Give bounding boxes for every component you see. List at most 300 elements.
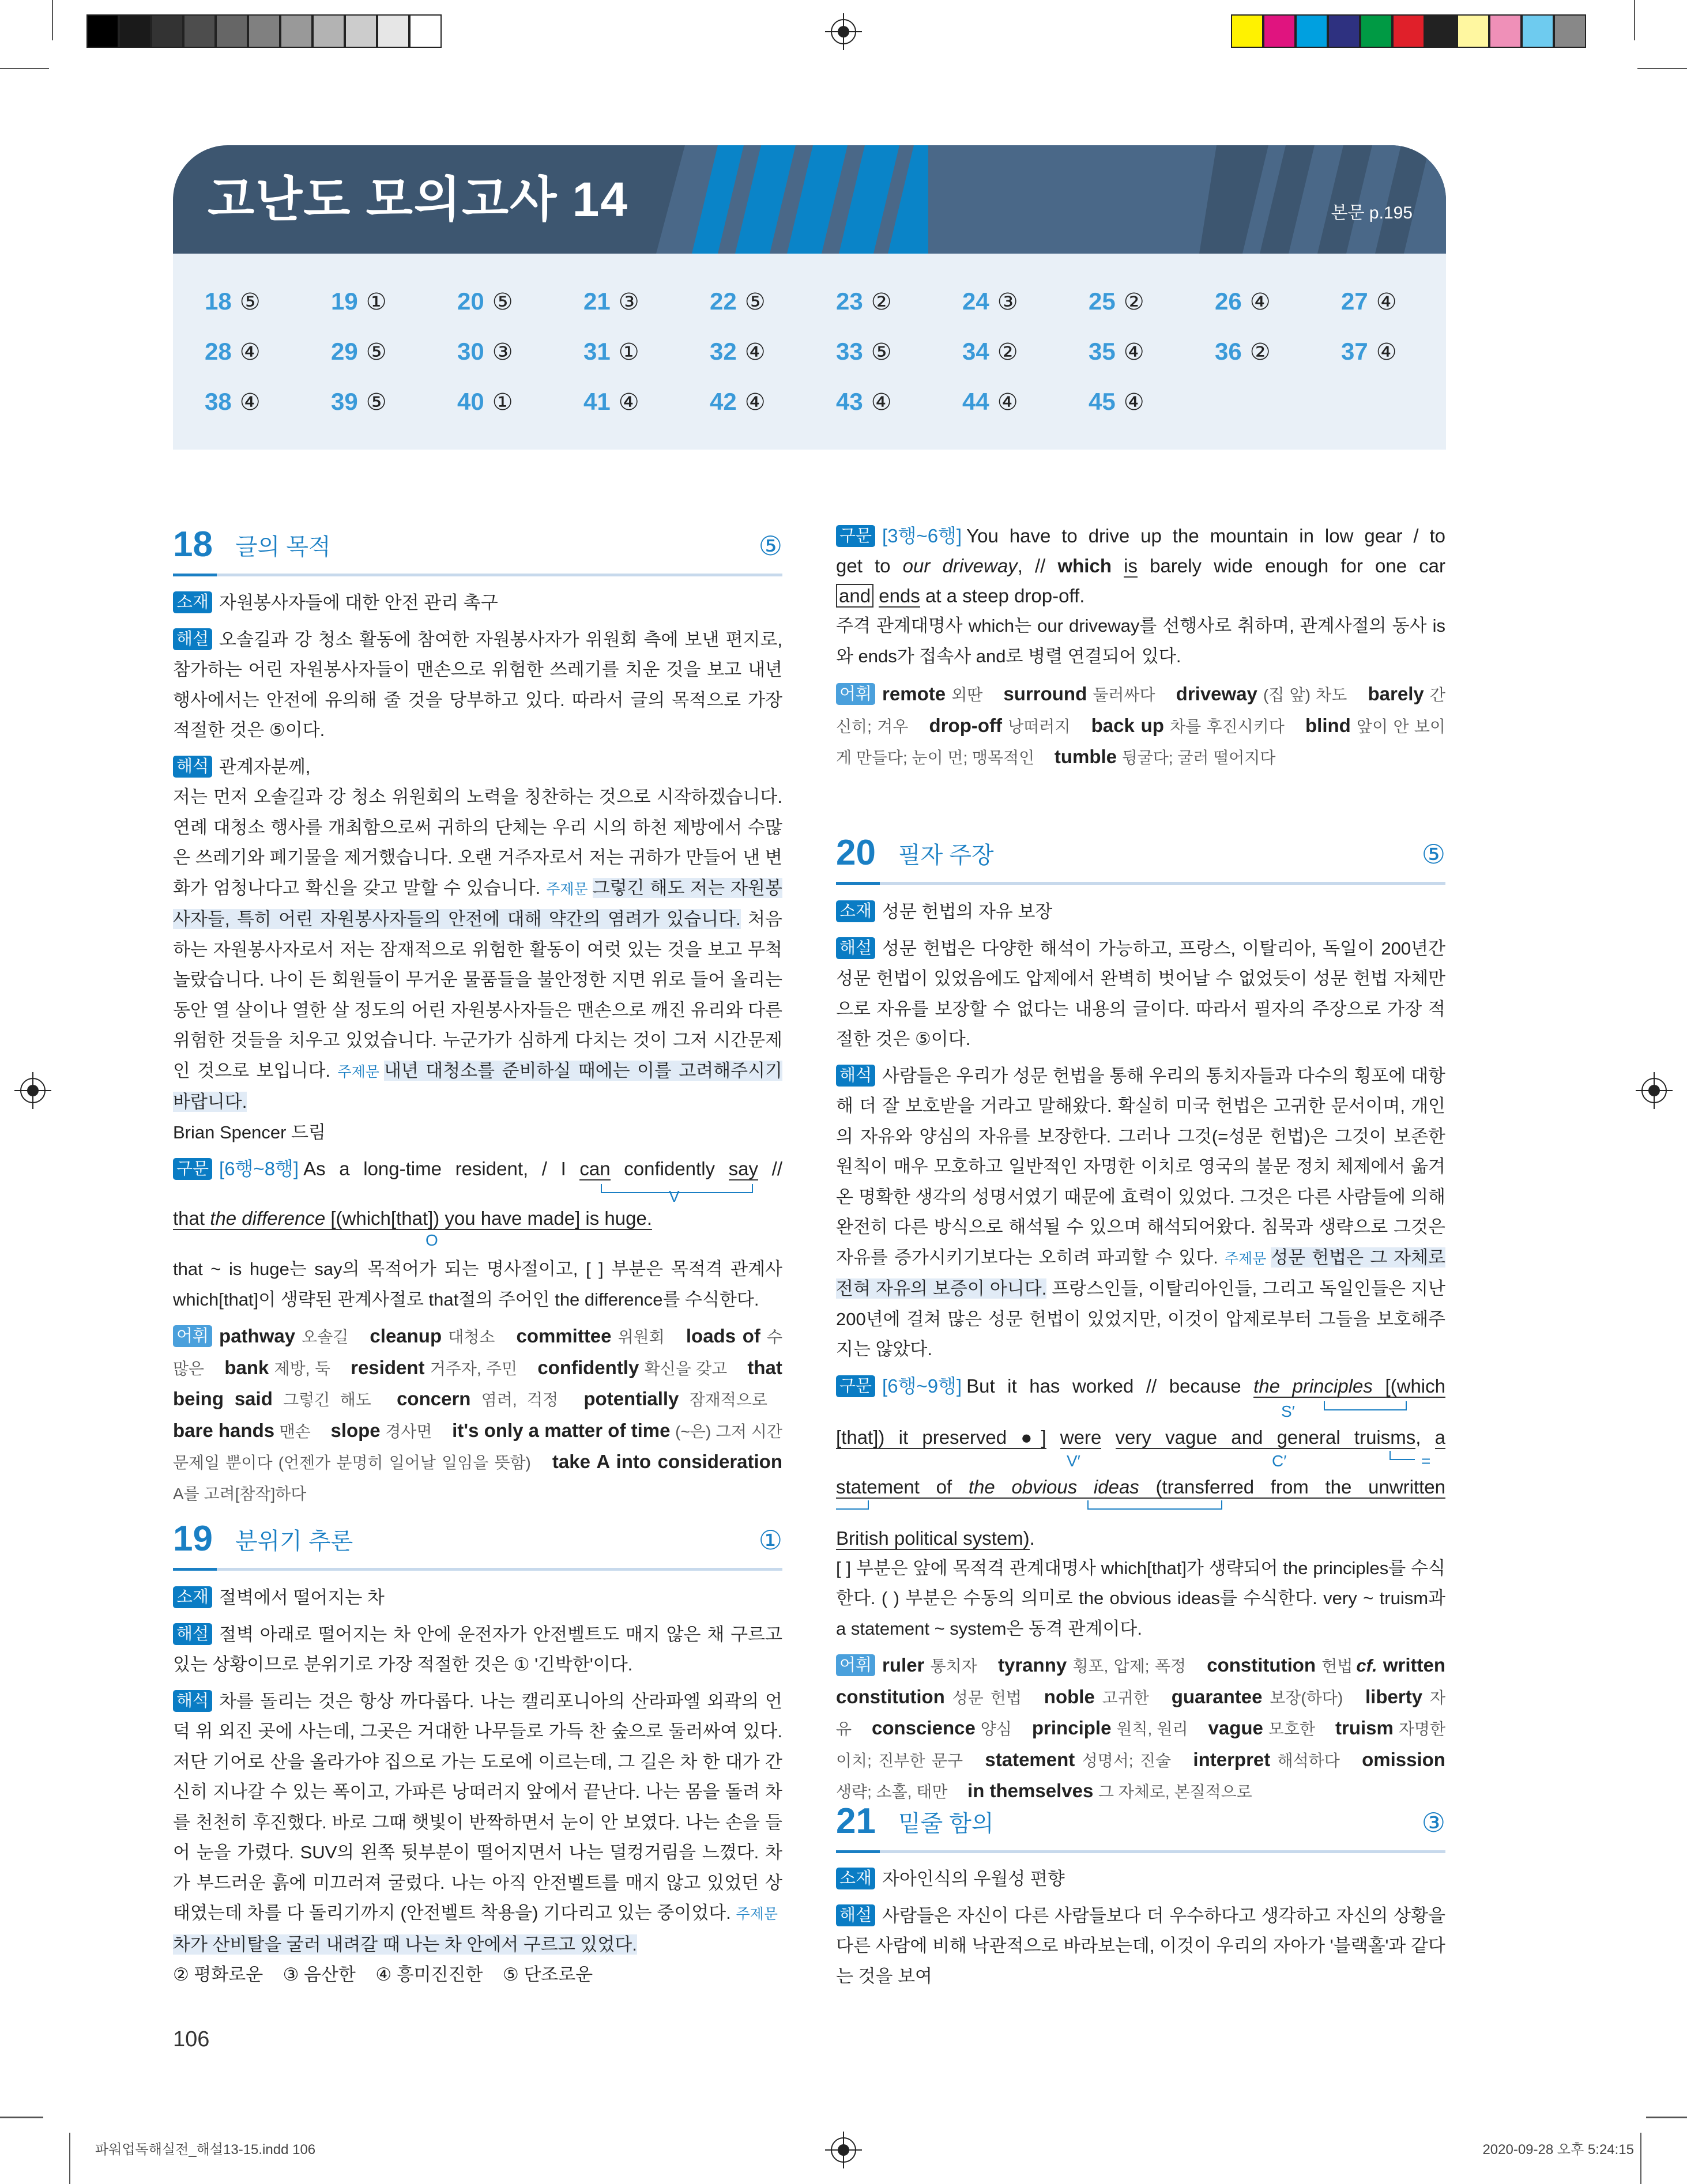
topic-sentence: 그렇긴 해도 저는 자원봉사자들, 특히 어린 자원봉사자들의 안전에 대해 약간의 염려가 있습니다. xyxy=(173,877,782,929)
text: 자유 xyxy=(836,1688,1445,1738)
text: truism xyxy=(1335,1717,1394,1738)
question-number: 22 xyxy=(710,288,737,315)
answer-item xyxy=(710,287,766,316)
text: 그 자체로, 본질적으로 xyxy=(1098,1783,1252,1801)
text: and xyxy=(836,584,873,608)
vocab-item xyxy=(330,1421,447,1441)
correct-answer: ⑤ xyxy=(1421,839,1445,869)
answer-item xyxy=(836,287,892,316)
text: 차를 돌리는 것은 항상 까다롭다. 나는 캘리포니아의 산라파엘 외곽의 언덕 위 외진 곳에 사는데, 그곳은 거대한 나무들로 가득 찬 숲으로 둘러싸여 있다. 저단 기어로 산을 올라가야 집으로 가는 도로에 이르는데, 그 길은 차 한 대가 간신히 지나갈 수 있는 폭이고, 가파른 낭떠러지 앞에서 끝난다. 나는 몸을 돌려 차를 천천히 후진했다. 바로 그때 햇빛이 반짝하면서 눈이 안 보였다. 나는 손을 들어 눈을 가렸다. SUV의 왼쪽 뒷부분이 떨어지면서 나는 덜컹거림을 느꼈다. 차가 부드러운 흙에 미끄러져 굴렀다. 나는 아직 안전벨트를 매지 않고 있었던 상태였는데 차를 다 돌리기까지 (안전벨트 착용을) 기다리고 있는 중이었다. xyxy=(173,1691,782,1923)
answer-item xyxy=(962,337,1018,367)
text: resident xyxy=(351,1356,425,1378)
text: in themselves xyxy=(967,1780,1094,1801)
q19-options xyxy=(173,1960,782,1990)
haeseol-tag: 해설 xyxy=(173,1623,212,1645)
text: 어휘 xyxy=(836,683,875,705)
answer-item xyxy=(1341,337,1397,367)
question-number: 35 xyxy=(1089,338,1116,365)
text: 경사면 xyxy=(385,1422,432,1440)
q18-grammar-note: that ~ is huge는 say의 목적어가 되는 명사절이고, [ ] 부분은 목적격 관계사 which[that]이 생략된 관계사절로 that절의 주어인 the difference를 수식한다. xyxy=(173,1259,782,1310)
topic-sentence-label: 주제문 xyxy=(546,881,588,897)
footer-filename: 파워업독해실전_해설13-15.indd 106 xyxy=(95,2142,316,2157)
text: [(which xyxy=(1372,1375,1445,1397)
registration-mark-icon xyxy=(1641,1078,1667,1103)
text: the difference xyxy=(210,1208,326,1229)
question-number: 19 xyxy=(331,288,358,315)
answer-choice: ① xyxy=(366,289,387,315)
text: 양심 xyxy=(980,1720,1012,1738)
answer-choice: ⑤ xyxy=(744,289,766,315)
haeseol-tag: 해설 xyxy=(173,628,212,650)
question-number: 26 xyxy=(1215,288,1242,315)
text: bank xyxy=(224,1356,269,1378)
question-number: 38 xyxy=(205,388,232,415)
question-number: 39 xyxy=(331,388,358,415)
text: As a long-time resident, / I xyxy=(303,1158,580,1179)
vocab-item xyxy=(173,1421,326,1441)
answer-item xyxy=(836,387,892,417)
sojae-tag: 소재 xyxy=(836,900,875,922)
question-number: 43 xyxy=(836,388,863,415)
text: // xyxy=(758,1158,782,1179)
answer-item xyxy=(710,337,766,367)
q21-body xyxy=(836,1864,1445,1991)
text: tyranny xyxy=(998,1654,1067,1676)
page-reference: 본문 p.195 xyxy=(1331,203,1413,222)
text: statement xyxy=(985,1748,1075,1770)
registration-mark-icon xyxy=(831,19,856,44)
q20-grammar xyxy=(836,1371,1445,1553)
answer-item xyxy=(962,287,1018,316)
text: which xyxy=(1057,555,1112,576)
text: 보장(하다) xyxy=(1270,1688,1343,1707)
text: 그렇긴 해도 xyxy=(283,1391,371,1409)
text: 관계자분께, xyxy=(219,756,311,777)
answer-choice: ④ xyxy=(1123,340,1144,365)
question-number: 32 xyxy=(710,338,737,365)
answer-choice: ⑤ xyxy=(366,340,387,365)
question-number: 21 xyxy=(836,1801,876,1841)
vocab-item xyxy=(1032,1718,1203,1738)
text: 구문 xyxy=(836,1375,875,1397)
text: is xyxy=(1124,555,1138,576)
text: committee xyxy=(516,1325,612,1346)
q20-vocabulary xyxy=(836,1650,1445,1808)
text: 앞이 안 보이게 만들다; 눈이 먼; 맹목적인 xyxy=(836,717,1445,767)
answer-item xyxy=(1089,337,1144,367)
text: V′ xyxy=(1067,1451,1080,1470)
answer-choice: ③ xyxy=(492,340,513,365)
text: 간신히; 겨우 xyxy=(836,686,1445,735)
section-divider xyxy=(836,1850,1445,1853)
vocab-item xyxy=(1176,684,1362,704)
text: omission xyxy=(1362,1748,1445,1770)
text: 어휘 xyxy=(836,1654,875,1676)
haeseok-tag: 해석 xyxy=(836,1065,875,1087)
text: it's only a matter of time xyxy=(452,1419,671,1441)
topic-sentence: 차가 산비탈을 굴러 내려갈 때 나는 차 안에서 구르고 있었다. xyxy=(173,1934,637,1955)
text: 생략; 소홀, 태만 xyxy=(836,1783,948,1801)
text: ends xyxy=(879,585,920,606)
vocab-item xyxy=(1003,684,1170,704)
text: 성명서; 진술 xyxy=(1082,1751,1172,1770)
text: the principles xyxy=(1253,1375,1373,1397)
vocab-item xyxy=(882,1655,992,1676)
question-20-header xyxy=(836,830,1445,885)
text: 자아인식의 우월성 편향 xyxy=(882,1869,1065,1889)
q18-translation xyxy=(173,752,782,1148)
text: slope xyxy=(330,1419,381,1441)
text: interpret xyxy=(1193,1748,1271,1770)
text: (~은) 그저 시간문제일 뿐이다 (언젠가 분명히 일어날 일임을 뜻함) xyxy=(173,1422,782,1472)
text: back up xyxy=(1091,714,1164,736)
text: 고귀한 xyxy=(1102,1688,1149,1707)
text: guarantee xyxy=(1171,1685,1263,1707)
question-21-header xyxy=(836,1798,1445,1853)
q18-explanation xyxy=(173,625,782,746)
text: 절벽에서 떨어지는 차 xyxy=(219,1587,385,1608)
vocab-item xyxy=(370,1326,510,1346)
page-number: 106 xyxy=(173,2027,210,2051)
text: potentially xyxy=(583,1388,679,1409)
text: 거주자, 주민 xyxy=(430,1359,518,1378)
text: a xyxy=(1434,1426,1446,1448)
text: driveway xyxy=(1176,683,1257,704)
text: cf. xyxy=(1356,1655,1377,1676)
answer-key-grid xyxy=(173,254,1446,450)
text: British political system) xyxy=(836,1527,1030,1549)
answer-choice: ② xyxy=(1249,340,1271,365)
question-number: 42 xyxy=(710,388,737,415)
text: 사람들은 우리가 성문 헌법을 통해 우리의 통치자들과 다수의 횡포에 대항해 더 잘 보호받을 거라고 말해왔다. 확실히 미국 헌법은 고귀한 문서이며, 개인의 자유와 양심의 자유를 보장한다. 그러나 그것(=성문 헌법)은 그것이 보존한 원칙이 매우 모호하고 일반적인 자명한 이치로 영국의 불문 정치 체제에서 옮겨온 명확한 생각의 성명서였기 때문에 효력이 있었다. 그것은 다른 사람들에 의해 완전히 다른 방식으로 해석될 수 있으며 해석되어왔다. 침묵과 생략으로 그것은 자유를 증가시키기보다는 오히려 파괴할 수 있다. xyxy=(836,1065,1445,1268)
question-type: 밑줄 함의 xyxy=(898,1811,994,1836)
vocab-item xyxy=(998,1655,1201,1676)
answer-choice: ⑤ xyxy=(366,390,387,415)
text: 사람들은 자신이 다른 사람들보다 더 우수하다고 생각하고 자신의 상황을 다른 사람에 비해 낙관적으로 바라보는데, 이것이 우리의 자아가 '블랙홀'과 같다는 것을 보여 xyxy=(836,1905,1445,1986)
answer-choice: ④ xyxy=(618,390,639,415)
vocab-item xyxy=(1193,1750,1354,1770)
registration-mark-icon xyxy=(831,2137,856,2163)
vocab-item xyxy=(1044,1687,1164,1707)
question-number: 29 xyxy=(331,338,358,365)
text: at a steep drop-off. xyxy=(920,585,1085,606)
answer-item xyxy=(205,337,261,367)
answer-item xyxy=(583,337,639,367)
text: 둘러싸다 xyxy=(1093,686,1155,704)
question-18-header xyxy=(173,522,782,576)
haeseol-tag: 해설 xyxy=(836,1904,875,1926)
question-number: 30 xyxy=(457,338,484,365)
text: [(which[that]) you have made] is huge. xyxy=(325,1208,652,1229)
test-title-banner xyxy=(173,145,1446,254)
text: (transferred from the unwritten xyxy=(1139,1476,1445,1498)
text: 성문 헌법 xyxy=(952,1688,1022,1707)
text: 낭떠러지 xyxy=(1008,717,1071,735)
answer-item xyxy=(331,287,387,316)
answer-item xyxy=(836,337,892,367)
question-number: 28 xyxy=(205,338,232,365)
text: 잠재적으로 xyxy=(689,1391,767,1409)
text: , // xyxy=(1017,555,1058,576)
vocab-item xyxy=(537,1358,742,1378)
signature: Brian Spencer 드림 xyxy=(173,1122,326,1142)
question-number: 33 xyxy=(836,338,863,365)
text: V xyxy=(669,1187,680,1205)
text: vague xyxy=(1208,1717,1263,1738)
answer-item xyxy=(583,387,639,417)
q19-vocabulary xyxy=(836,679,1445,774)
text: 횡포, 압제; 폭정 xyxy=(1072,1657,1187,1675)
registration-mark-icon xyxy=(20,1078,46,1103)
text: get to xyxy=(836,555,903,576)
answer-item xyxy=(710,387,766,417)
haeseol-tag: 해설 xyxy=(836,937,875,959)
question-number: 25 xyxy=(1089,288,1116,315)
text: 처음 하는 자원봉사자로서 저는 잠재적으로 위험한 활동이 여럿 있는 것을 보고 무척 놀랐습니다. 나이 든 회원들이 무거운 물품들을 불안정한 지면 위로 들어 올리는 동안 열 살이나 열한 살 정도의 어린 자원봉사자들은 맨손으로 깨진 유리와 다른 위험한 것들을 치우고 있었습니다. 누군가가 심하게 다치는 것이 그저 시간문제인 것으로 보입니다. xyxy=(173,909,782,1081)
answer-choice: ④ xyxy=(1249,289,1271,315)
answer-choice: ④ xyxy=(239,340,261,365)
question-number: 36 xyxy=(1215,338,1242,365)
answer-item xyxy=(457,287,513,316)
text: conscience xyxy=(872,1717,976,1738)
text: 통치자 xyxy=(930,1657,977,1675)
vocab-item xyxy=(351,1358,532,1378)
vocab-item xyxy=(872,1718,1027,1738)
answer-choice: ④ xyxy=(744,340,766,365)
text: tumble xyxy=(1054,746,1117,767)
vocab-item xyxy=(1055,747,1291,767)
section-divider xyxy=(836,882,1445,885)
text: that being said xyxy=(173,1356,782,1409)
question-type: 분위기 추론 xyxy=(235,1529,353,1554)
text: our driveway xyxy=(902,555,1018,576)
text: S′ xyxy=(1281,1402,1295,1420)
correct-answer: ⑤ xyxy=(758,531,782,561)
sojae-tag: 소재 xyxy=(173,591,212,613)
text: bare hands xyxy=(173,1419,275,1441)
text: barely xyxy=(1368,683,1424,704)
answer-choice: ① xyxy=(618,340,639,365)
text: 확신을 갖고 xyxy=(644,1359,728,1378)
text: written constitution xyxy=(836,1654,1445,1707)
text: 성문 헌법의 자유 보장 xyxy=(882,901,1053,922)
answer-item xyxy=(205,287,261,316)
text: statement of xyxy=(836,1476,969,1498)
question-number: 23 xyxy=(836,288,863,315)
q18-body xyxy=(173,588,782,1509)
text: can xyxy=(579,1158,611,1179)
text: (집 앞) 차도 xyxy=(1263,686,1347,704)
text: [that]) it preserved ●] xyxy=(836,1426,1046,1448)
haeseok-tag: 해석 xyxy=(173,1690,212,1712)
text: the obvious ideas xyxy=(968,1476,1139,1498)
text: 위원회 xyxy=(617,1328,665,1346)
question-number: 24 xyxy=(962,288,989,315)
text: 외딴 xyxy=(951,686,983,704)
correct-answer: ③ xyxy=(1421,1808,1445,1838)
question-19-header xyxy=(173,1516,782,1571)
text: surround xyxy=(1003,683,1087,704)
vocab-item xyxy=(516,1326,679,1346)
answer-choice: ⑤ xyxy=(239,289,261,315)
text: 구문 xyxy=(173,1158,212,1180)
answer-choice: ④ xyxy=(1376,340,1397,365)
question-number: 20 xyxy=(457,288,484,315)
text: [6행~9행] xyxy=(882,1375,962,1397)
text: concern xyxy=(397,1388,471,1409)
question-number: 40 xyxy=(457,388,484,415)
text: 원칙, 원리 xyxy=(1116,1720,1188,1738)
answer-choice: ⑤ xyxy=(492,289,513,315)
text: 모호한 xyxy=(1268,1720,1316,1738)
answer-item xyxy=(457,387,513,417)
text: ruler xyxy=(882,1654,925,1676)
answer-item xyxy=(1089,287,1144,316)
text: O xyxy=(425,1231,438,1249)
answer-choice: ① xyxy=(492,390,513,415)
text: that xyxy=(173,1208,210,1229)
text: constitution xyxy=(1207,1654,1316,1676)
text: 성문 헌법은 다양한 해석이 가능하고, 프랑스, 이탈리아, 독일이 200년간 성문 헌법이 있었음에도 압제에서 완벽히 벗어날 수 없었듯이 성문 헌법 자체만으로 자유를 보장할 수 없다는 내용의 글이다. 따라서 필자의 주장으로 가장 적절한 것은 ⑤이다. xyxy=(836,938,1445,1049)
footer-timestamp: 2020-09-28 오후 5:24:15 xyxy=(1482,2142,1634,2157)
answer-choice: ④ xyxy=(1376,289,1397,315)
question-number: 37 xyxy=(1341,338,1368,365)
question-number: 21 xyxy=(583,288,611,315)
question-number: 45 xyxy=(1089,388,1116,415)
sojae-tag: 소재 xyxy=(836,1868,875,1889)
answer-choice: ④ xyxy=(1123,390,1144,415)
q18-topic xyxy=(173,588,782,618)
text: C′ xyxy=(1272,1451,1287,1470)
answer-choice: ② xyxy=(1123,289,1144,315)
vocab-item xyxy=(397,1389,573,1409)
question-number: 19 xyxy=(173,1519,213,1559)
q20-grammar-note: [ ] 부분은 앞에 목적격 관계대명사 which[that]가 생략되어 the principles를 수식한다. ( ) 부분은 수동의 의미로 the obvious ideas를 수식한다. very ~ truism과 a statement ~ system은 동격 관계이다. xyxy=(836,1557,1445,1639)
text: A를 고려[참작]하다 xyxy=(173,1484,307,1503)
answer-choice: ② xyxy=(997,340,1018,365)
text: loads of xyxy=(686,1325,760,1346)
text: 헌법 xyxy=(1321,1657,1353,1675)
text: pathway xyxy=(219,1325,296,1346)
text: 어휘 xyxy=(173,1325,212,1347)
text: very vague and general truisms xyxy=(1115,1426,1416,1448)
text: 저는 먼저 오솔길과 강 청소 위원회의 노력을 칭찬하는 것으로 시작하겠습니다. 연례 대청소 행사를 개최함으로써 귀하의 단체는 우리 시의 하천 제방에서 수많은 쓰레기와 폐기물을 제거했습니다. 오랜 거주자로서 저는 귀하가 만들어 낸 변화가 엄청나다고 확신을 갖고 말할 수 있습니다. xyxy=(173,787,782,898)
answer-item xyxy=(1341,287,1397,316)
text: 자명한 이치; 진부한 문구 xyxy=(836,1720,1445,1770)
answer-choice: ④ xyxy=(239,390,261,415)
text: blind xyxy=(1305,714,1351,736)
q20-body xyxy=(836,897,1445,1808)
text: confidently xyxy=(537,1356,639,1378)
text: . xyxy=(1029,1527,1035,1549)
topic-sentence: 성문 헌법은 그 자체로 전혀 자유의 보증이 아니다. xyxy=(836,1247,1445,1299)
text: 대청소 xyxy=(448,1328,495,1346)
section-divider xyxy=(173,1568,782,1571)
answer-choice: ④ xyxy=(997,390,1018,415)
text: take A into consideration xyxy=(552,1451,782,1472)
q19-grammar-note: 주격 관계대명사 which는 our driveway를 선행사로 취하며, 관계사절의 동사 is와 ends가 접속사 and로 병렬 연결되어 있다. xyxy=(836,616,1445,666)
text: , xyxy=(1415,1426,1435,1448)
vocab-item xyxy=(224,1358,345,1378)
text: 구문 xyxy=(836,525,875,547)
vocab-item xyxy=(929,716,1086,736)
vocab-item xyxy=(985,1750,1186,1770)
text: drop-off xyxy=(929,714,1002,736)
text: 염려, 걱정 xyxy=(481,1391,559,1409)
text: 프랑스인들, 이탈리아인들, 그리고 독일인들은 지난 200년에 걸쳐 많은 성문 헌법이 있었지만, 이것이 압제로부터 그들을 보호해주지는 않았다. xyxy=(836,1278,1445,1359)
answer-item xyxy=(583,287,639,316)
answer-item xyxy=(1215,287,1271,316)
question-number: 31 xyxy=(583,338,611,365)
text: 제방, 둑 xyxy=(274,1359,330,1378)
vocab-item xyxy=(1172,1687,1358,1707)
text: say xyxy=(728,1158,759,1179)
answer-choice: ② xyxy=(871,289,892,315)
text: 맨손 xyxy=(279,1422,311,1440)
answer-item xyxy=(457,337,513,367)
question-number: 20 xyxy=(836,833,876,873)
vocab-item xyxy=(882,684,997,704)
answer-choice: ④ xyxy=(744,390,766,415)
question-number: 41 xyxy=(583,388,611,415)
q18-grammar xyxy=(173,1154,782,1253)
question-number: 34 xyxy=(962,338,989,365)
answer-item xyxy=(331,337,387,367)
q19-body xyxy=(173,1583,782,1990)
text: ④ 흥미진진한 xyxy=(375,1964,483,1985)
vocab-item xyxy=(1091,716,1300,736)
text: 해석하다 xyxy=(1277,1751,1340,1770)
text: 뒹굴다; 굴러 떨어지다 xyxy=(1121,749,1276,767)
text: You have to drive up the mountain in low gear / to xyxy=(966,525,1445,546)
text xyxy=(1112,555,1124,576)
vocab-item xyxy=(219,1326,363,1346)
text: noble xyxy=(1044,1685,1095,1707)
answer-choice: ④ xyxy=(871,390,892,415)
text: 차를 후진시키다 xyxy=(1170,717,1285,735)
question-type: 글의 목적 xyxy=(235,534,331,560)
text: 수많은 xyxy=(173,1328,783,1378)
question-number: 44 xyxy=(962,388,989,415)
sojae-tag: 소재 xyxy=(173,1586,212,1608)
text: 오솔길 xyxy=(302,1328,349,1346)
text: [6행~8행] xyxy=(219,1158,299,1179)
topic-sentence-label: 주제문 xyxy=(736,1906,778,1922)
text: 절벽 아래로 떨어지는 차 안에 운전자가 안전벨트도 매지 않은 채 구르고 있는 상황이므로 분위기로 가장 적절한 것은 ① '긴박한'이다. xyxy=(173,1624,782,1674)
text: But it has worked // because xyxy=(966,1375,1254,1397)
vocab-item xyxy=(1208,1718,1331,1738)
topic-sentence-label: 주제문 xyxy=(1224,1250,1267,1267)
answer-item xyxy=(1089,387,1144,417)
correct-answer: ① xyxy=(758,1525,782,1555)
haeseok-tag: 해석 xyxy=(173,756,212,778)
question-number: 27 xyxy=(1341,288,1368,315)
answer-choice: ③ xyxy=(618,289,639,315)
text: 오솔길과 강 청소 활동에 참여한 자원봉사자가 위원회 측에 보낸 편지로, 참가하는 어린 자원봉사자들이 맨손으로 위험한 쓰레기를 치운 것을 보고 내년 행사에서는 안전에 유의해 줄 것을 당부하고 있다. 따라서 글의 목적으로 가장 적절한 것은 ⑤이다. xyxy=(173,629,782,740)
answer-item xyxy=(331,387,387,417)
test-title: 고난도 모의고사 14 xyxy=(208,172,629,227)
text: ③ 음산한 xyxy=(283,1964,356,1985)
text: cleanup xyxy=(370,1325,442,1346)
text: ⑤ 단조로운 xyxy=(502,1964,593,1985)
text: were xyxy=(1060,1426,1102,1448)
vocab-item xyxy=(583,1389,782,1409)
text: principle xyxy=(1031,1717,1112,1738)
answer-item xyxy=(962,387,1018,417)
answer-choice: ③ xyxy=(997,289,1018,315)
question-number: 18 xyxy=(205,288,232,315)
question-type: 필자 주장 xyxy=(898,843,994,868)
